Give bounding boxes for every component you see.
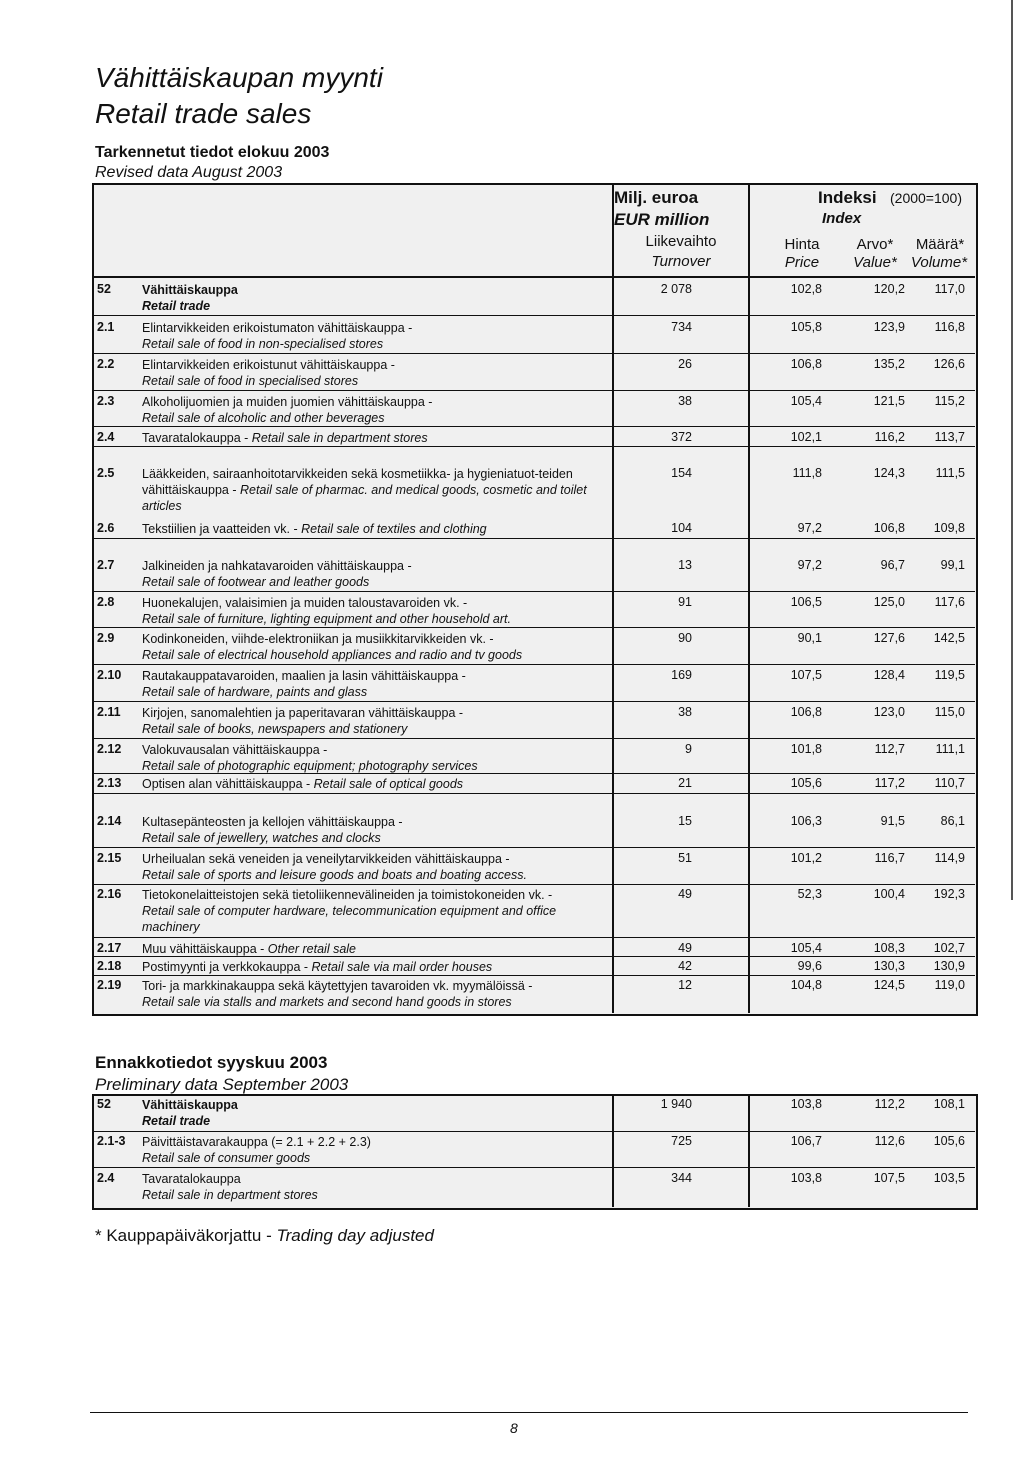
row-label-en: Retail sale of food in specialised stores <box>142 374 359 388</box>
row-code: 2.9 <box>97 631 115 645</box>
row-rule <box>93 390 975 391</box>
cell-turnover: 21 <box>678 776 692 790</box>
row-label-fi: Tekstiilien ja vaatteiden vk. - <box>142 522 302 536</box>
cell-turnover: 91 <box>678 595 692 609</box>
row-label-fi: Kirjojen, sanomalehtien ja paperitavaran vähittäiskauppa - <box>142 706 464 720</box>
cell-price: 111,8 <box>792 466 822 480</box>
row-label-en: Retail sale of consumer goods <box>142 1151 311 1165</box>
row-label-fi: Tavaratalokauppa - <box>142 431 252 445</box>
cell-volume: 105,6 <box>933 1134 965 1148</box>
cell-turnover: 13 <box>678 558 692 572</box>
row-label-fi: Päivittäistavarakauppa (= 2.1 + 2.2 + 2.3) <box>142 1135 371 1149</box>
row-label-en: Retail sale of books, newspapers and stationery <box>142 722 408 736</box>
cell-value: 107,5 <box>873 1171 905 1185</box>
cell-price: 103,8 <box>790 1097 822 1111</box>
row-code: 2.4 <box>97 1171 115 1185</box>
cell-price: 106,5 <box>790 595 822 609</box>
cell-value: 108,3 <box>873 941 905 955</box>
cell-value: 117,2 <box>874 776 905 790</box>
row-label-en: Retail sale of furniture, lighting equipment and other household art. <box>142 612 511 626</box>
cell-price: 104,8 <box>790 978 822 992</box>
row-code: 2.16 <box>97 887 122 901</box>
row-code: 52 <box>97 282 111 296</box>
row-label-fi: Jalkineiden ja nahkatavaroiden vähittäiskauppa - <box>142 559 412 573</box>
row-code: 2.8 <box>97 595 115 609</box>
cell-volume: 142,5 <box>933 631 965 645</box>
cell-volume: 126,6 <box>933 357 965 371</box>
row-code: 2.6 <box>97 521 115 535</box>
cell-turnover: 734 <box>671 320 692 334</box>
row-code: 2.1-3 <box>97 1134 126 1148</box>
cell-turnover: 51 <box>678 851 692 865</box>
cell-turnover: 26 <box>678 357 692 371</box>
row-label-fi: Alkoholijuomien ja muiden juomien vähittäiskauppa - <box>142 395 433 409</box>
header-value-fi: Arvo* <box>856 236 894 253</box>
cell-value: 96,7 <box>880 558 905 572</box>
row-code: 2.15 <box>97 851 122 865</box>
row-code: 2.17 <box>97 941 122 955</box>
row-label-en: Retail sale of photographic equipment; photography services <box>142 759 478 773</box>
row-label-en: Retail sale of pharmac. and medical goods, cosmetic and toilet articles <box>142 483 587 513</box>
row-label-fi: Optisen alan vähittäiskauppa - <box>142 777 314 791</box>
page-number: 8 <box>510 1420 518 1436</box>
row-rule <box>93 627 975 628</box>
cell-price: 101,8 <box>790 742 822 756</box>
row-rule <box>93 446 975 447</box>
row-code: 2.19 <box>97 978 122 992</box>
row-code: 2.2 <box>97 357 115 371</box>
cell-value: 124,3 <box>873 466 905 480</box>
row-label-fi: Tietokonelaitteistojen sekä tietoliikennevälineiden ja toimistokoneiden vk. - <box>142 888 553 902</box>
cell-volume: 110,7 <box>934 776 965 790</box>
cell-turnover: 2 078 <box>660 282 692 296</box>
cell-turnover: 1 940 <box>660 1097 692 1111</box>
row-rule <box>93 975 975 976</box>
row-label-en: Retail sale via mail order houses <box>311 960 493 974</box>
row-label-en: Retail sale of footwear and leather goods <box>142 575 370 589</box>
row-rule <box>93 538 975 539</box>
row-label-fi: Elintarvikkeiden erikoistunut vähittäiskauppa - <box>142 358 395 372</box>
section2-title-fi: Ennakkotiedot syyskuu 2003 <box>95 1053 328 1072</box>
row-code: 2.1 <box>97 320 115 334</box>
row-code: 2.13 <box>97 776 122 790</box>
header-turnover-en: Turnover <box>651 253 711 270</box>
row-label-en: Retail sale of jewellery, watches and clocks <box>142 831 381 845</box>
row-label-fi: Kultasepänteosten ja kellojen vähittäiskauppa - <box>142 815 403 829</box>
row-label-fi: Postimyynti ja verkkokauppa - <box>142 960 312 974</box>
row-label-en: Retail trade <box>142 299 211 313</box>
row-label-en: Retail sale of textiles and clothing <box>301 522 487 536</box>
row-label-fi: Tori- ja markkinakauppa sekä käytettyjen tavaroiden vk. myymälöissä - <box>142 979 533 993</box>
cell-price: 106,8 <box>790 705 822 719</box>
row-label-en: Retail sale of alcoholic and other beverages <box>142 411 385 425</box>
header-value-en: Value* <box>853 254 897 271</box>
cell-turnover: 38 <box>678 394 692 408</box>
row-rule <box>93 353 975 354</box>
row-rule <box>93 1131 975 1132</box>
cell-volume: 130,9 <box>933 959 965 973</box>
row-rule <box>93 701 975 702</box>
cell-value: 112,2 <box>874 1097 905 1111</box>
col-divider-turnover-2 <box>612 1095 614 1207</box>
cell-price: 99,6 <box>797 959 822 973</box>
header-volume-fi: Määrä* <box>915 236 965 253</box>
cell-volume: 108,1 <box>933 1097 965 1111</box>
cell-volume: 109,8 <box>933 521 965 535</box>
row-code: 52 <box>97 1097 111 1111</box>
cell-volume: 114,9 <box>934 851 965 865</box>
row-label-en: Retail sale in department stores <box>251 431 428 445</box>
header-milj-fi: Milj. euroa <box>614 188 699 207</box>
cell-price: 105,4 <box>790 394 822 408</box>
row-label-en: Retail sale via stalls and markets and second hand goods in stores <box>142 995 512 1009</box>
row-label-fi: Rautakauppatavaroiden, maalien ja lasin vähittäiskauppa - <box>142 669 466 683</box>
row-label-en: Retail sale of hardware, paints and glass <box>142 685 368 699</box>
cell-value: 120,2 <box>873 282 905 296</box>
cell-value: 128,4 <box>873 668 905 682</box>
footer-rule <box>90 1412 968 1413</box>
cell-turnover: 12 <box>678 978 692 992</box>
cell-volume: 117,6 <box>934 595 965 609</box>
row-rule <box>93 315 975 316</box>
row-label-fi: Huonekalujen, valaisimien ja muiden taloustavaroiden vk. - <box>142 596 468 610</box>
row-rule <box>93 738 975 739</box>
header-index-base: (2000=100) <box>890 190 963 206</box>
col-divider-index <box>748 184 750 1013</box>
cell-turnover: 169 <box>671 668 692 682</box>
row-label-en: Retail sale of optical goods <box>313 777 464 791</box>
cell-price: 106,3 <box>790 814 822 828</box>
row-label-fi: Vähittäiskauppa <box>142 1098 238 1112</box>
cell-value: 91,5 <box>880 814 905 828</box>
row-label-fi: Muu vähittäiskauppa - <box>142 942 268 956</box>
cell-price: 102,1 <box>790 430 822 444</box>
header-milj-en: EUR million <box>614 210 710 229</box>
cell-value: 123,0 <box>873 705 905 719</box>
cell-value: 127,6 <box>873 631 905 645</box>
cell-value: 135,2 <box>873 357 905 371</box>
header-volume-en: Volume* <box>910 254 968 271</box>
row-label-fi: Lääkkeiden, sairaanhoitotarvikkeiden sekä kosmetiikka- ja hygieniatuot-teiden vähittäiskauppa - <box>142 467 573 497</box>
cell-turnover: 725 <box>671 1134 692 1148</box>
row-rule <box>93 956 975 957</box>
section1-title-fi: Tarkennetut tiedot elokuu 2003 <box>95 144 330 161</box>
row-label-fi: Urheilualan sekä veneiden ja veneilytarvikkeiden vähittäiskauppa - <box>142 852 510 866</box>
cell-price: 97,2 <box>797 558 822 572</box>
row-code: 2.7 <box>97 558 115 572</box>
cell-volume: 102,7 <box>933 941 965 955</box>
section1-title-en: Revised data August 2003 <box>95 164 283 181</box>
row-code: 2.18 <box>97 959 122 973</box>
cell-turnover: 104 <box>671 521 692 535</box>
row-code: 2.5 <box>97 466 115 480</box>
cell-volume: 119,0 <box>934 978 965 992</box>
cell-value: 116,2 <box>874 430 905 444</box>
cell-volume: 115,2 <box>934 394 965 408</box>
cell-volume: 111,1 <box>935 742 965 756</box>
cell-volume: 117,0 <box>934 282 965 296</box>
row-code: 2.4 <box>97 430 115 444</box>
header-turnover-fi: Liikevaihto <box>645 233 717 250</box>
row-rule <box>93 1167 975 1168</box>
cell-turnover: 154 <box>671 466 692 480</box>
footnote-fi: * Kauppapäiväkorjattu - <box>95 1226 277 1245</box>
cell-price: 52,3 <box>797 887 822 901</box>
cell-value: 112,6 <box>874 1134 905 1148</box>
cell-price: 90,1 <box>797 631 822 645</box>
cell-value: 121,5 <box>873 394 905 408</box>
cell-volume: 119,5 <box>934 668 965 682</box>
row-label-en: Retail trade <box>142 1114 211 1128</box>
cell-value: 100,4 <box>873 887 905 901</box>
row-label-en: Retail sale of electrical household appliances and radio and tv goods <box>142 648 523 662</box>
header-price-en: Price <box>784 254 820 271</box>
cell-value: 112,7 <box>874 742 905 756</box>
cell-price: 105,8 <box>790 320 822 334</box>
cell-price: 97,2 <box>797 521 822 535</box>
cell-volume: 111,5 <box>935 466 965 480</box>
row-label-en: Other retail sale <box>267 942 356 956</box>
header-rule <box>93 276 975 278</box>
cell-turnover: 372 <box>671 430 692 444</box>
row-label-en: Retail sale of computer hardware, telecommunication equipment and office machinery <box>142 904 557 934</box>
cell-value: 125,0 <box>873 595 905 609</box>
header-index-en: Index <box>822 210 862 227</box>
footnote <box>95 1226 434 1246</box>
row-rule <box>93 664 975 665</box>
footnote-en: Trading day adjusted <box>276 1226 434 1245</box>
cell-price: 105,6 <box>790 776 822 790</box>
row-code: 2.12 <box>97 742 122 756</box>
cell-volume: 103,5 <box>933 1171 965 1185</box>
cell-value: 124,5 <box>873 978 905 992</box>
page-title-fi: Vähittäiskaupan myynti <box>95 62 383 93</box>
row-label-en: Retail sale of sports and leisure goods and boats and boating access. <box>142 868 527 882</box>
cell-price: 102,8 <box>790 282 822 296</box>
cell-volume: 99,1 <box>940 558 965 572</box>
cell-price: 105,4 <box>790 941 822 955</box>
cell-turnover: 49 <box>678 887 692 901</box>
cell-value: 123,9 <box>873 320 905 334</box>
row-rule <box>93 591 975 592</box>
cell-price: 103,8 <box>790 1171 822 1185</box>
row-code: 2.14 <box>97 814 122 828</box>
row-code: 2.10 <box>97 668 122 682</box>
row-label-fi: Vähittäiskauppa <box>142 283 238 297</box>
row-rule <box>93 426 975 427</box>
row-label-fi: Kodinkoneiden, viihde-elektroniikan ja musiikkitarvikkeiden vk. - <box>142 632 494 646</box>
row-code: 2.3 <box>97 394 115 408</box>
cell-price: 107,5 <box>790 668 822 682</box>
cell-value: 106,8 <box>873 521 905 535</box>
cell-value: 116,7 <box>874 851 905 865</box>
cell-value: 130,3 <box>873 959 905 973</box>
row-label-en: Retail sale in department stores <box>142 1188 318 1202</box>
page-title-en: Retail trade sales <box>95 98 312 129</box>
cell-volume: 192,3 <box>933 887 965 901</box>
cell-price: 101,2 <box>790 851 822 865</box>
cell-turnover: 90 <box>678 631 692 645</box>
cell-turnover: 344 <box>671 1171 692 1185</box>
cell-turnover: 42 <box>678 959 692 973</box>
row-label-fi: Elintarvikkeiden erikoistumaton vähittäiskauppa - <box>142 321 413 335</box>
cell-volume: 115,0 <box>934 705 965 719</box>
cell-volume: 116,8 <box>934 320 965 334</box>
row-code: 2.11 <box>97 705 121 719</box>
section2-title-en: Preliminary data September 2003 <box>95 1075 349 1094</box>
row-label-fi: Tavaratalokauppa <box>142 1172 241 1186</box>
row-rule <box>93 884 975 885</box>
cell-volume: 113,7 <box>934 430 965 444</box>
row-rule <box>93 847 975 848</box>
cell-volume: 86,1 <box>940 814 965 828</box>
col-divider-index-2 <box>748 1095 750 1207</box>
row-label-en: Retail sale of food in non-specialised stores <box>142 337 384 351</box>
row-label-fi: Valokuvausalan vähittäiskauppa - <box>142 743 328 757</box>
cell-turnover: 49 <box>678 941 692 955</box>
row-rule <box>93 793 975 794</box>
header-index-fi: Indeksi <box>818 188 877 207</box>
cell-turnover: 38 <box>678 705 692 719</box>
header-price-fi: Hinta <box>784 236 820 253</box>
row-rule <box>93 937 975 938</box>
cell-turnover: 15 <box>678 814 692 828</box>
row-rule <box>93 773 975 774</box>
scan-edge-mark <box>1011 0 1013 900</box>
col-divider-turnover <box>612 184 614 1013</box>
cell-price: 106,8 <box>790 357 822 371</box>
cell-turnover: 9 <box>685 742 692 756</box>
cell-price: 106,7 <box>790 1134 822 1148</box>
